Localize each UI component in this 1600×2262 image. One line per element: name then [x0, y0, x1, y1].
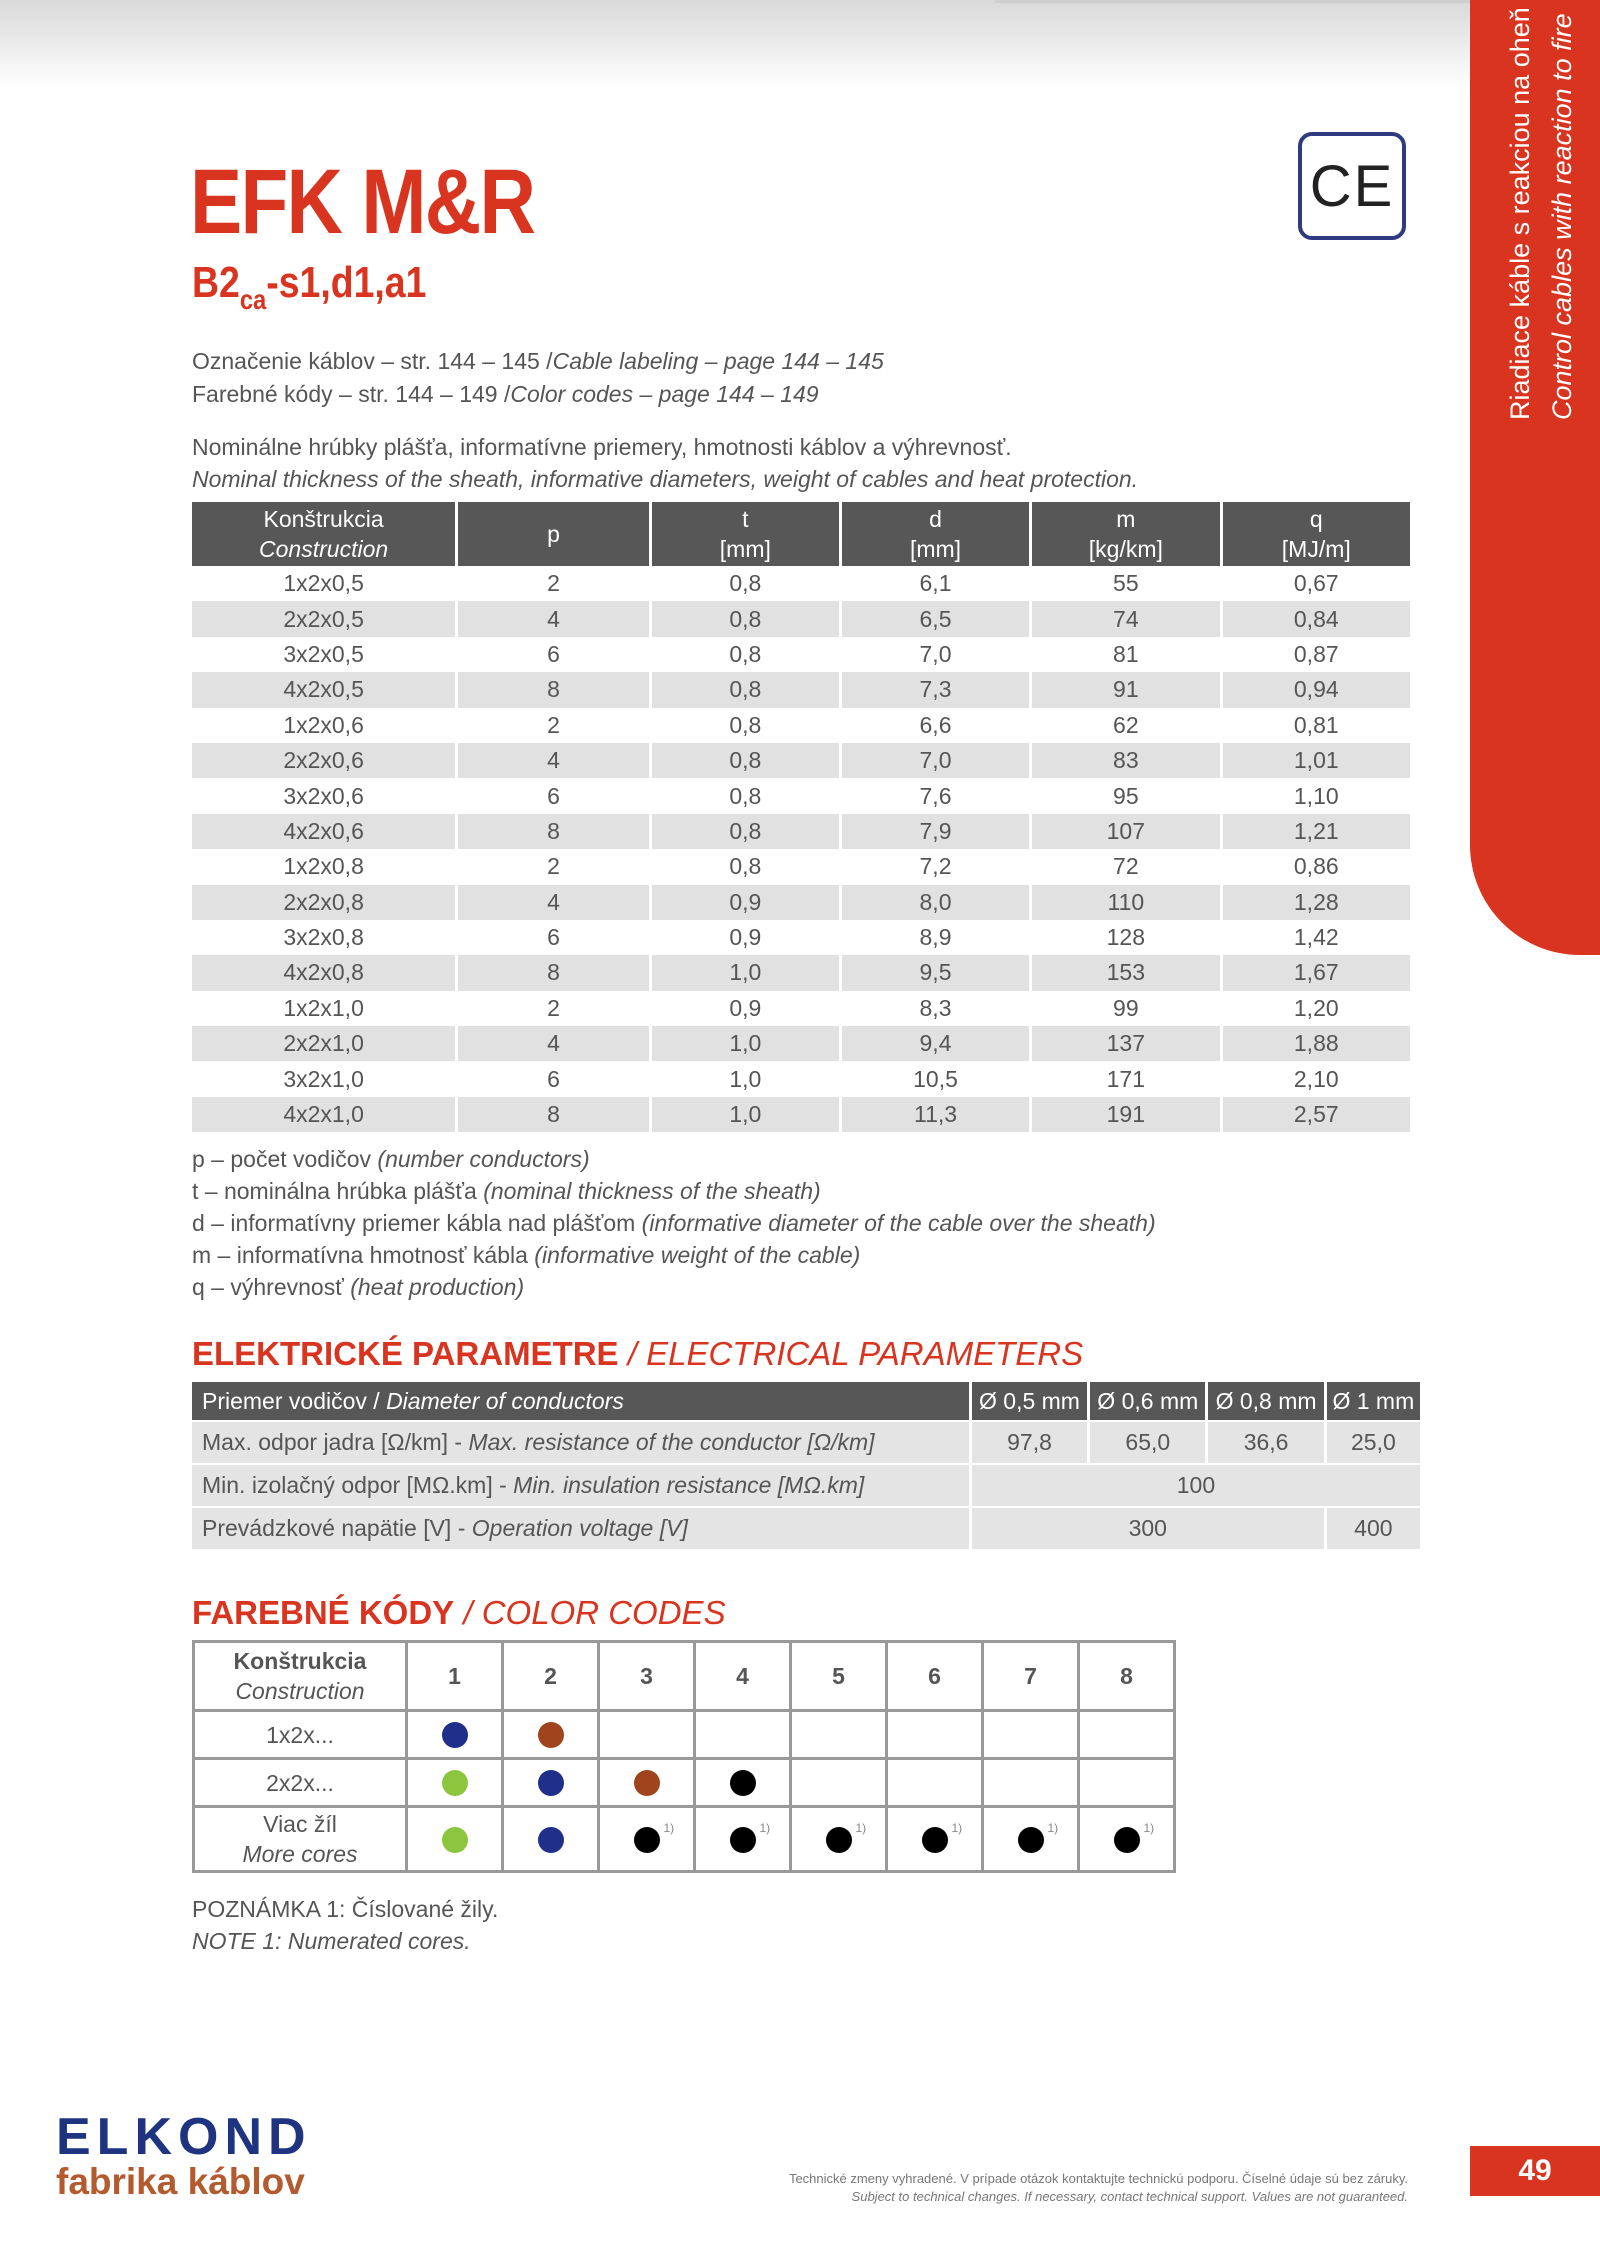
footer-sk: Technické zmeny vyhradené. V prípade otázok kontaktujte technickú podporu. Číselné údaje sú bez záruky.	[788, 2171, 1408, 2186]
color-column-header: 5	[791, 1642, 887, 1711]
note-mark: 1)	[759, 1820, 771, 1835]
color-cell	[1079, 1711, 1175, 1759]
color-column-header: 3	[599, 1642, 695, 1711]
color-row	[194, 1759, 1175, 1807]
table-cell: 91	[1031, 672, 1221, 707]
table-cell: 2,57	[1221, 1097, 1410, 1132]
color-cell	[1079, 1759, 1175, 1807]
table-row	[192, 601, 1410, 636]
legend-en: (number conductors)	[377, 1146, 590, 1172]
color-header-construction	[194, 1642, 407, 1711]
table-cell: 6,6	[840, 708, 1030, 743]
legend-item	[192, 1210, 1156, 1237]
elec-cell: 400	[1325, 1507, 1420, 1549]
elec-cell: 65,0	[1089, 1421, 1207, 1464]
table-cell: 2x2x1,0	[192, 1026, 457, 1061]
table-cell: 2	[457, 849, 651, 884]
table-cell: 0,81	[1221, 708, 1410, 743]
ce-mark: CE	[1298, 132, 1406, 240]
table-row	[192, 566, 1410, 601]
table-cell: 6,5	[840, 601, 1030, 636]
color-cell	[887, 1759, 983, 1807]
side-tab-text	[1505, 7, 1585, 420]
header-line2: [kg/km]	[1088, 536, 1163, 562]
header-line2: [mm]	[719, 536, 771, 562]
table-cell: 4x2x0,8	[192, 955, 457, 990]
table-row	[192, 637, 1410, 672]
color-header-en: Construction	[235, 1678, 365, 1704]
legend-item	[192, 1146, 590, 1173]
color-column-header: 2	[503, 1642, 599, 1711]
color-column-header: 6	[887, 1642, 983, 1711]
table-cell: 7,0	[840, 637, 1030, 672]
table-cell: 6	[457, 778, 651, 813]
table-cell: 0,8	[650, 566, 840, 601]
table-row	[192, 991, 1410, 1026]
table-cell: 0,9	[650, 920, 840, 955]
legend-item	[192, 1178, 821, 1205]
table-cell: 0,86	[1221, 849, 1410, 884]
note-mark: 1)	[663, 1820, 675, 1835]
legend-en: (informative diameter of the cable over the sheath)	[641, 1210, 1156, 1236]
header-line1: t	[742, 506, 749, 532]
color-codes-table	[192, 1640, 1176, 1873]
table-cell: 11,3	[840, 1097, 1030, 1132]
elec-row-insulation-label: Min. izolačný odpor [MΩ.km] - Min. insulation resistance [MΩ.km]	[192, 1464, 970, 1507]
table-cell: 7,0	[840, 743, 1030, 778]
table-cell: 0,67	[1221, 566, 1410, 601]
color-dot	[538, 1722, 564, 1748]
color-cell	[983, 1711, 1079, 1759]
table-cell: 137	[1031, 1026, 1221, 1061]
header-line1: m	[1116, 506, 1136, 532]
header-line1: d	[929, 506, 942, 532]
color-cell	[983, 1759, 1079, 1807]
table-cell: 6	[457, 1061, 651, 1096]
table-cell: 1,42	[1221, 920, 1410, 955]
table-header	[457, 502, 651, 566]
side-tab-line-sk: Riadiace káble s reakciou na oheň	[1505, 7, 1535, 420]
table-cell: 153	[1031, 955, 1221, 990]
table-cell: 7,3	[840, 672, 1030, 707]
legend-en: (nominal thickness of the sheath)	[483, 1178, 821, 1204]
color-row	[194, 1807, 1175, 1872]
note-en: NOTE 1: Numerated cores.	[192, 1928, 471, 1954]
logo-subtitle: fabrika káblov	[56, 2161, 305, 2202]
color-dot	[442, 1827, 468, 1853]
table-cell: 4	[457, 1026, 651, 1061]
elec-cell: 300	[970, 1507, 1325, 1549]
table-cell: 1,21	[1221, 814, 1410, 849]
color-cell	[599, 1759, 695, 1807]
table-cell: 8	[457, 672, 651, 707]
nominal-text-sk: Nominálne hrúbky plášťa, informatívne priemery, hmotnosti káblov a výhrevnosť.	[192, 434, 1012, 460]
footer-en: Subject to technical changes. If necessary, contact technical support. Values are not guaranteed.	[851, 2189, 1408, 2204]
legend-sk: m – informatívna hmotnosť kábla	[192, 1242, 528, 1268]
table-cell: 0,9	[650, 991, 840, 1026]
table-cell: 0,8	[650, 672, 840, 707]
table-cell: 10,5	[840, 1061, 1030, 1096]
color-cell	[983, 1807, 1079, 1872]
table-cell: 8	[457, 955, 651, 990]
legend-en: (heat production)	[350, 1274, 525, 1300]
top-rule	[995, 0, 1470, 3]
elec-cell: 97,8	[970, 1421, 1088, 1464]
table-row	[192, 778, 1410, 813]
table-cell: 3x2x1,0	[192, 1061, 457, 1096]
table-cell: 8	[457, 1097, 651, 1132]
table-cell: 110	[1031, 885, 1221, 920]
side-tab-line-en: Control cables with reaction to fire	[1547, 13, 1577, 420]
table-header	[650, 502, 840, 566]
color-cell	[791, 1711, 887, 1759]
color-cell	[887, 1807, 983, 1872]
elkond-logo	[56, 2108, 312, 2202]
note-mark: 1)	[1047, 1820, 1059, 1835]
top-shade	[0, 0, 1600, 90]
electrical-table	[192, 1382, 1420, 1549]
table-row	[192, 1026, 1410, 1061]
color-codes-heading: FAREBNÉ KÓDY / COLOR CODES	[192, 1594, 726, 1631]
table-cell: 107	[1031, 814, 1221, 849]
color-column-header: 4	[695, 1642, 791, 1711]
color-row-label	[194, 1807, 407, 1872]
table-row	[192, 1061, 1410, 1096]
table-cell: 62	[1031, 708, 1221, 743]
table-header	[192, 502, 457, 566]
note-mark: 1)	[1143, 1820, 1155, 1835]
color-dot	[442, 1722, 468, 1748]
table-cell: 9,4	[840, 1026, 1030, 1061]
color-row-label	[194, 1711, 407, 1759]
table-cell: 0,8	[650, 637, 840, 672]
table-cell: 72	[1031, 849, 1221, 884]
color-codes-ref: Farebné kódy – str. 144 – 149 /Color codes – page 144 – 149	[192, 381, 819, 407]
table-cell: 0,8	[650, 849, 840, 884]
table-cell: 8,9	[840, 920, 1030, 955]
color-cell	[695, 1711, 791, 1759]
legend-item	[192, 1242, 860, 1269]
color-column-header: 1	[407, 1642, 503, 1711]
table-cell: 7,2	[840, 849, 1030, 884]
table-cell: 0,8	[650, 708, 840, 743]
color-column-header: 7	[983, 1642, 1079, 1711]
elec-cell: 100	[970, 1464, 1420, 1507]
table-cell: 8,0	[840, 885, 1030, 920]
color-column-header: 8	[1079, 1642, 1175, 1711]
color-dot	[922, 1820, 963, 1853]
table-cell: 6	[457, 920, 651, 955]
elec-header-d05: Ø 0,5 mm	[970, 1382, 1088, 1421]
color-cell	[407, 1711, 503, 1759]
row-label-sk: 1x2x...	[266, 1721, 334, 1748]
table-cell: 6	[457, 637, 651, 672]
table-cell: 99	[1031, 991, 1221, 1026]
table-header	[840, 502, 1030, 566]
table-cell: 1x2x1,0	[192, 991, 457, 1026]
elec-row-voltage-label: Prevádzkové napätie [V] - Operation voltage [V]	[192, 1507, 970, 1549]
color-cell	[1079, 1807, 1175, 1872]
page-number: 49	[1470, 2146, 1600, 2196]
color-dot	[730, 1820, 771, 1853]
elec-cell: 36,6	[1207, 1421, 1325, 1464]
table-cell: 2x2x0,8	[192, 885, 457, 920]
table-row	[192, 672, 1410, 707]
table-header	[1221, 502, 1410, 566]
table-cell: 4x2x0,5	[192, 672, 457, 707]
table-cell: 0,9	[650, 885, 840, 920]
elec-header-d08: Ø 0,8 mm	[1207, 1382, 1325, 1421]
legend-sk: t – nominálna hrúbka plášťa	[192, 1178, 477, 1204]
table-cell: 55	[1031, 566, 1221, 601]
table-cell: 2	[457, 991, 651, 1026]
table-cell: 0,84	[1221, 601, 1410, 636]
table-cell: 8,3	[840, 991, 1030, 1026]
header-line1: p	[547, 521, 560, 547]
table-cell: 81	[1031, 637, 1221, 672]
table-cell: 128	[1031, 920, 1221, 955]
color-cell	[599, 1711, 695, 1759]
table-cell: 4x2x1,0	[192, 1097, 457, 1132]
note-mark: 1)	[951, 1820, 963, 1835]
footer-disclaimer	[789, 2170, 1408, 2206]
table-row	[192, 708, 1410, 743]
table-cell: 1,01	[1221, 743, 1410, 778]
header-line2: [MJ/m]	[1281, 536, 1351, 562]
table-row	[192, 814, 1410, 849]
color-dot	[634, 1820, 675, 1853]
product-title: EFK M&R	[190, 151, 535, 253]
table-cell: 1,67	[1221, 955, 1410, 990]
color-cell	[695, 1807, 791, 1872]
color-row-label	[194, 1759, 407, 1807]
header-line1: q	[1309, 506, 1323, 532]
table-row	[192, 885, 1410, 920]
color-cell	[695, 1759, 791, 1807]
header-line2: Construction	[259, 536, 389, 562]
table-cell: 2x2x0,6	[192, 743, 457, 778]
table-cell: 1x2x0,5	[192, 566, 457, 601]
table-row	[192, 920, 1410, 955]
table-cell: 3x2x0,8	[192, 920, 457, 955]
color-dot	[538, 1827, 564, 1853]
table-row	[192, 849, 1410, 884]
table-cell: 1x2x0,6	[192, 708, 457, 743]
table-cell: 1,20	[1221, 991, 1410, 1026]
table-cell: 7,9	[840, 814, 1030, 849]
legend-sk: d – informatívny priemer kábla nad plášťom	[192, 1210, 636, 1236]
table-cell: 83	[1031, 743, 1221, 778]
fire-class: $B2_{ca}-s1,d1,a1$	[192, 258, 427, 315]
note-mark: 1)	[855, 1820, 867, 1835]
table-cell: 0,8	[650, 814, 840, 849]
color-cell	[407, 1759, 503, 1807]
legend-en: (informative weight of the cable)	[534, 1242, 861, 1268]
table-cell: 171	[1031, 1061, 1221, 1096]
legend-sk: p – počet vodičov	[192, 1146, 372, 1172]
color-dot	[634, 1770, 660, 1796]
elec-header-d1: Ø 1 mm	[1325, 1382, 1420, 1421]
row-label-sk: 2x2x...	[266, 1769, 334, 1796]
color-cell	[503, 1759, 599, 1807]
table-cell: 1,88	[1221, 1026, 1410, 1061]
color-cell	[599, 1807, 695, 1872]
table-cell: 2	[457, 708, 651, 743]
color-cell	[791, 1807, 887, 1872]
table-cell: 74	[1031, 601, 1221, 636]
table-cell: 7,6	[840, 778, 1030, 813]
logo-brand: ELKOND	[56, 2108, 312, 2166]
color-dot	[442, 1770, 468, 1796]
table-cell: 3x2x0,5	[192, 637, 457, 672]
table-row	[192, 1097, 1410, 1132]
color-dot	[538, 1770, 564, 1796]
table-row	[192, 743, 1410, 778]
header-line1: Konštrukcia	[263, 506, 384, 532]
note-sk: POZNÁMKA 1: Číslované žily.	[192, 1896, 499, 1922]
table-cell: 6,1	[840, 566, 1030, 601]
legend-sk: q – výhrevnosť	[192, 1274, 344, 1300]
color-cell	[503, 1807, 599, 1872]
header-line2: [mm]	[909, 536, 962, 562]
table-cell: 1,0	[650, 1026, 840, 1061]
table-header	[1031, 502, 1221, 566]
table-cell: 4	[457, 601, 651, 636]
table-cell: 3x2x0,6	[192, 778, 457, 813]
table-cell: 0,94	[1221, 672, 1410, 707]
table-cell: 1,0	[650, 1061, 840, 1096]
table-cell: 4	[457, 743, 651, 778]
table-cell: 1,28	[1221, 885, 1410, 920]
cable-data-table	[192, 502, 1410, 1132]
table-cell: 2x2x0,5	[192, 601, 457, 636]
table-cell: 4x2x0,6	[192, 814, 457, 849]
table-cell: 2,10	[1221, 1061, 1410, 1096]
elec-row-resistance-label: Max. odpor jadra [Ω/km] - Max. resistance of the conductor [Ω/km]	[192, 1421, 970, 1464]
color-header-sk: Konštrukcia	[233, 1648, 367, 1674]
nominal-text-en: Nominal thickness of the sheath, informative diameters, weight of cables and heat protection.	[192, 466, 1139, 492]
table-cell: 0,87	[1221, 637, 1410, 672]
table-cell: 1,0	[650, 1097, 840, 1132]
elec-header-label: Priemer vodičov / Diameter of conductors	[192, 1382, 970, 1421]
table-cell: 8	[457, 814, 651, 849]
table-cell: 2	[457, 566, 651, 601]
elec-header-d06: Ø 0,6 mm	[1089, 1382, 1207, 1421]
table-cell: 0,8	[650, 778, 840, 813]
color-cell	[503, 1711, 599, 1759]
table-row	[192, 955, 1410, 990]
color-dot	[1018, 1820, 1059, 1853]
table-cell: 95	[1031, 778, 1221, 813]
cable-labeling-ref: Označenie káblov – str. 144 – 145 /Cable labeling – page 144 – 145	[192, 348, 884, 374]
row-label-en: More cores	[242, 1841, 358, 1867]
color-dot	[826, 1820, 867, 1853]
elec-cell: 25,0	[1325, 1421, 1420, 1464]
color-dot	[730, 1770, 756, 1796]
table-cell: 9,5	[840, 955, 1030, 990]
color-cell	[887, 1711, 983, 1759]
table-cell: 1x2x0,8	[192, 849, 457, 884]
color-cell	[791, 1759, 887, 1807]
row-label-sk: Viac žíl	[263, 1811, 337, 1837]
table-cell: 4	[457, 885, 651, 920]
color-row	[194, 1711, 1175, 1759]
table-cell: 0,8	[650, 601, 840, 636]
table-cell: 1,10	[1221, 778, 1410, 813]
color-cell	[407, 1807, 503, 1872]
table-cell: 0,8	[650, 743, 840, 778]
electrical-heading: ELEKTRICKÉ PARAMETRE / ELECTRICAL PARAMETERS	[192, 1335, 1084, 1372]
table-cell: 191	[1031, 1097, 1221, 1132]
table-cell: 1,0	[650, 955, 840, 990]
color-dot	[1114, 1820, 1155, 1853]
legend-item	[192, 1274, 524, 1301]
